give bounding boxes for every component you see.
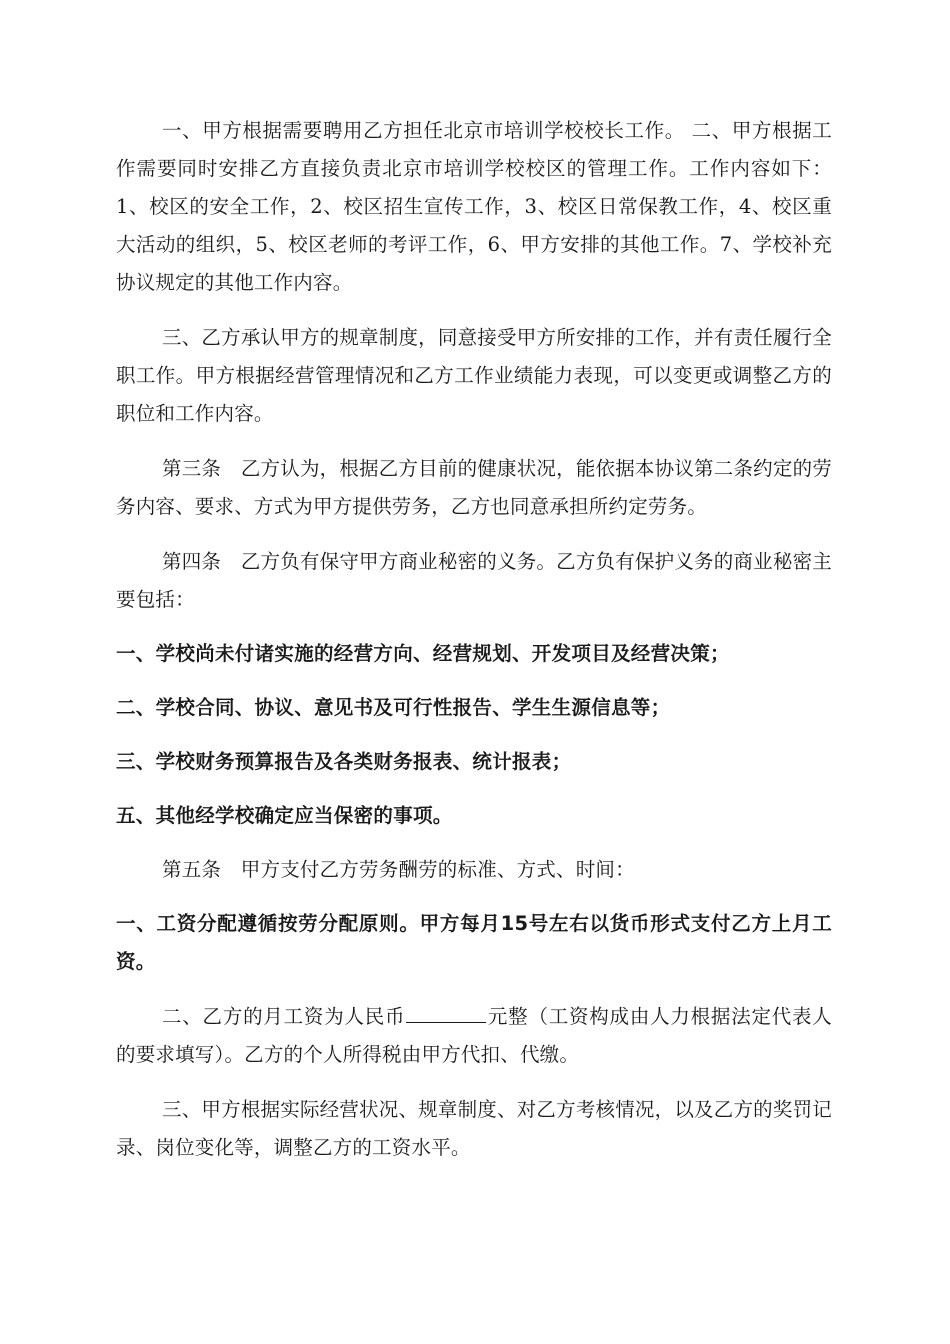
paragraph-rules-acceptance: 三、乙方承认甲方的规章制度，同意接受甲方所安排的工作，并有责任履行全职工作。甲方根据经营管理情况和乙方工作业绩能力表现，可以变更或调整乙方的职位和工作内容。 — [116, 326, 832, 425]
secret-item: 二、学校合同、协议、意见书及可行性报告、学生生源信息等； — [116, 696, 671, 719]
document-page — [116, 112, 832, 1167]
paragraph-job-duties: 一、甲方根据需要聘用乙方担任北京市培训学校校长工作。 二、甲方根据工作需要同时安排乙方直接负责北京市培训学校校区的管理工作。工作内容如下：1、校区的安全工作，2、校区招生宣传工作，3、校区日常保教工作，4、校区重大活动的组织，5、校区老师的考评工作，6、甲方安排的其他工作。7、学校补充协议规定的其他工作内容。 — [116, 119, 832, 294]
paragraph-wage-adjustment: 三、甲方根据实际经营状况、规章制度、对乙方考核情况，以及乙方的奖罚记录、岗位变化等，调整乙方的工资水平。 — [116, 1098, 832, 1159]
secret-item: 一、学校尚未付诸实施的经营方向、经营规划、开发项目及经营决策； — [116, 642, 730, 665]
wage-amount-blank — [406, 1000, 486, 1023]
wage-text-before: 二、乙方的月工资为人民币 — [162, 1005, 406, 1028]
secrets-list — [116, 635, 832, 835]
paragraph-article-5: 第五条 甲方支付乙方劳务酬劳的标准、方式、时间： — [162, 858, 635, 881]
secret-item: 五、其他经学校确定应当保密的事项。 — [116, 804, 453, 827]
wage-text-after: 元整（工资构成由人力根据法定代表人的要求填写）。乙方的个人所得税由甲方代扣、代缴。 — [116, 1005, 832, 1066]
secret-item: 三、学校财务预算报告及各类财务报表、统计报表； — [116, 750, 572, 773]
paragraph-wage-principle: 一、工资分配遵循按劳分配原则。甲方每月15号左右以货币形式支付乙方上月工资。 — [116, 912, 832, 973]
paragraph-article-4: 第四条 乙方负有保守甲方商业秘密的义务。乙方负有保护义务的商业秘密主要包括： — [116, 550, 832, 611]
paragraph-article-3: 第三条 乙方认为，根据乙方目前的健康状况，能依据本协议第二条约定的劳务内容、要求、方式为甲方提供劳务，乙方也同意承担所约定劳务。 — [116, 457, 832, 518]
paragraph-monthly-wage — [116, 998, 832, 1074]
